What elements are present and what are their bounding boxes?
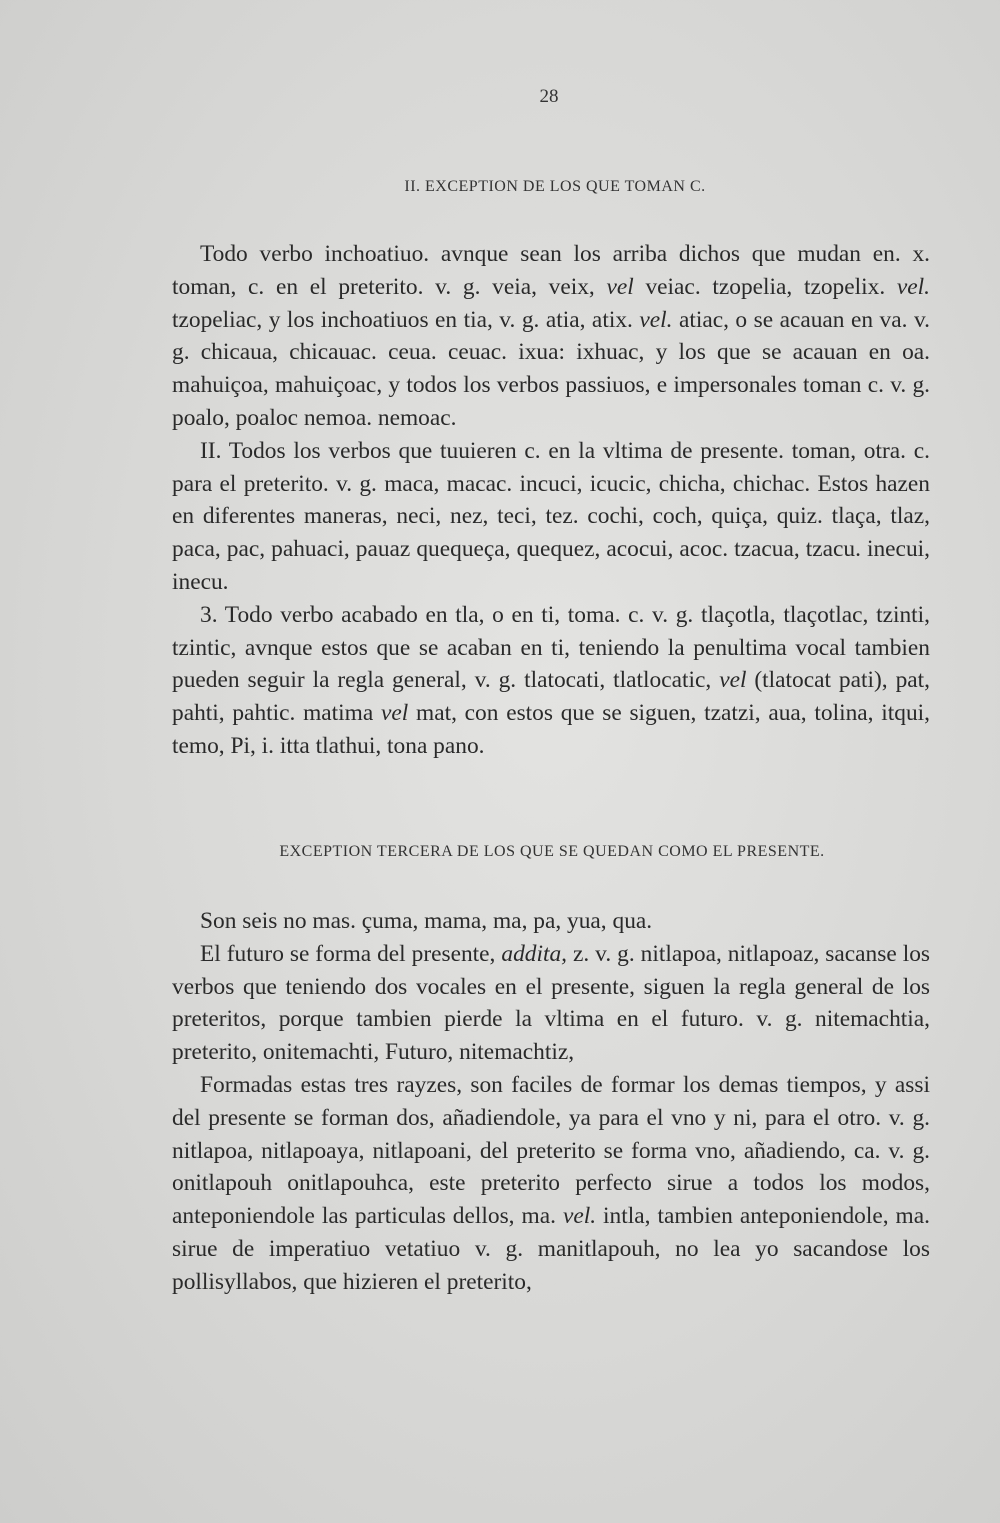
section-1-body bbox=[172, 238, 930, 763]
section-heading-exception-tercera: EXCEPTION TERCERA DE LOS QUE SE QUEDAN COMO EL PRESENTE. bbox=[279, 843, 825, 860]
section-2-body bbox=[172, 905, 930, 1299]
paragraph: 3. Todo verbo acabado en tla, o en ti, toma. c. v. g. tlaçotla, tlaçotlac, tzinti, tzintic, avnque estos que se acaban en ti, teniendo la penultima vocal tambien pueden seguir la regla general, v. g. tlatocati, tlatlocatic, vel (tlatocat pati), pat, pahti, pahtic. matima vel mat, con estos que se siguen, tzatzi, aua, tolina, itqui, temo, Pi, i. itta tlathui, tona pano. bbox=[172, 601, 930, 759]
paragraph: Todo verbo inchoatiuo. avnque sean los arriba dichos que mudan en. x. toman, c. en el preterito. v. g. veia, veix, vel veiac. tzopelia, tzopelix. vel. tzopeliac, y los inchoatiuos en tia, v. g. atia, atix. vel. atiac, o se acauan en va. v. g. chicaua, chicauac. ceua. ceuac. ixua: ixhuac, y los que se acauan en oa. mahuiçoa, mahuiçoac, y todos los verbos passiuos, e impersonales toman c. v. g. poalo, poaloc nemoa. nemoac. bbox=[172, 241, 931, 431]
paragraph: El futuro se forma del presente, addita, z. v. g. nitlapoa, nitlapoaz, sacanse los verbos que teniendo dos vocales en el presente, siguen la regla general de los preteritos, porque tambien pierde la vltima en el futuro. v. g. nitemachtia, preterito, onitemachti, Futuro, nitemachtiz, bbox=[172, 940, 930, 1066]
paragraph: Son seis no mas. çuma, mama, ma, pa, yua, qua. bbox=[200, 908, 653, 934]
paragraph: II. Todos los verbos que tuuieren c. en la vltima de presente. toman, otra. c. para el preterito. v. g. maca, macac. incuci, icucic, chicha, chichac. Estos hazen en diferentes maneras, neci, nez, teci, tez. cochi, coch, quiça, quiz. tlaça, tlaz, paca, pac, pahuaci, pauaz quequeça, quequez, acocui, acoc. tzacua, tzacu. inecui, inecu. bbox=[172, 437, 930, 595]
page-number: 28 bbox=[539, 86, 559, 107]
section-heading-exception-c: II. EXCEPTION DE LOS QUE TOMAN C. bbox=[404, 178, 706, 195]
paragraph: Formadas estas tres rayzes, son faciles de formar los demas tiempos, y assi del presente se forman dos, añadiendole, ya para el vno y ni, para el otro. v. g. nitlapoa, nitlapoaya, nitlapoani, del preterito se forma vno, añadiendo, ca. v. g. onitlapouh onitlapouhca, este preterito perfecto sirue a todos los modos, anteponiendole las particulas dellos, ma. vel. intla, tambien anteponiendole, ma. sirue de imperatiuo vetatiuo v. g. manitlapouh, no lea yo sacandose los pollisyllabos, que hizieren el preterito, bbox=[172, 1071, 930, 1295]
